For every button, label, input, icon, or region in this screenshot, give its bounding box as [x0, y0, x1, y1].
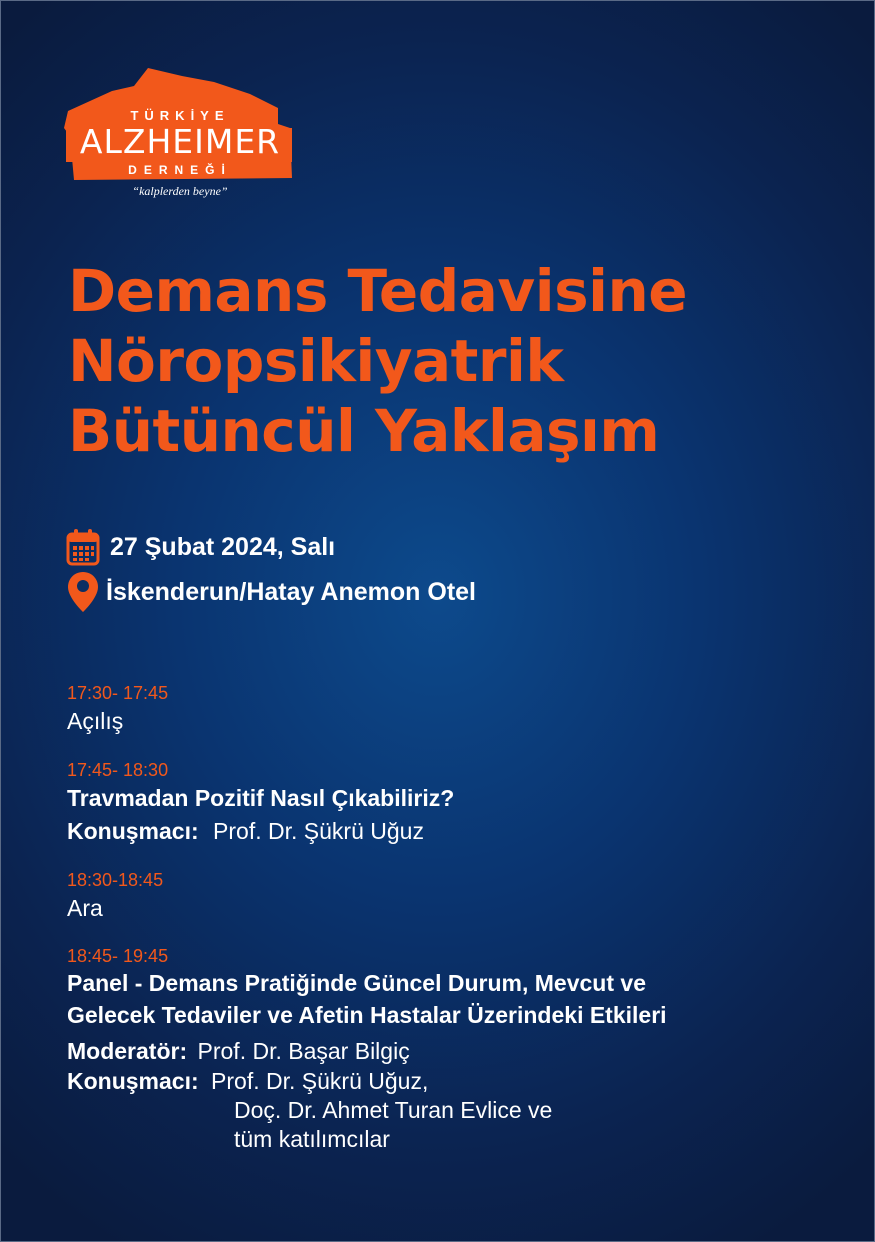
location-pin-icon — [66, 570, 100, 614]
agenda-title: Ara — [67, 895, 103, 921]
event-location-row — [66, 572, 476, 612]
logo-main-text: ALZHEIMER — [79, 122, 281, 161]
agenda-time: 17:45- 18:30 — [67, 760, 169, 780]
panel-title-line: Panel - Demans Pratiğinde Güncel Durum, Mevcut ve — [67, 970, 646, 996]
agenda-speaker-row — [67, 818, 424, 845]
speaker-label: Konuşmacı: — [67, 1068, 199, 1094]
calendar-icon — [66, 528, 100, 566]
speaker-label: Konuşmacı: — [67, 818, 199, 844]
event-date-row — [66, 527, 335, 567]
panel-title-line: Gelecek Tedaviler ve Afetin Hastalar Üzerindeki Etkileri — [67, 1002, 667, 1028]
agenda-time: 18:30-18:45 — [67, 870, 164, 890]
panel-speaker-row — [67, 1068, 428, 1095]
agenda-title: Travmadan Pozitif Nasıl Çıkabiliriz? — [67, 785, 455, 811]
speaker-name: Doç. Dr. Ahmet Turan Evlice ve — [234, 1097, 553, 1123]
logo-top-text: TÜRKİYE — [130, 108, 230, 123]
turkiye-alzheimer-dernegi-logo — [64, 66, 296, 201]
moderator-row — [67, 1038, 410, 1065]
moderator-name: Prof. Dr. Başar Bilgiç — [197, 1038, 410, 1064]
speaker-name: Prof. Dr. Şükrü Uğuz, — [211, 1068, 429, 1094]
agenda-time: 18:45- 19:45 — [67, 946, 169, 966]
event-date: 27 Şubat 2024, Salı — [110, 532, 336, 561]
title-line: Nöropsikiyatrik — [68, 327, 564, 395]
speaker-name: Prof. Dr. Şükrü Uğuz — [213, 818, 424, 844]
logo-slogan: “kalplerden beyne” — [132, 184, 228, 198]
title-line: Bütüncül Yaklaşım — [68, 397, 660, 465]
title-line: Demans Tedavisine — [68, 257, 688, 325]
logo-bottom-text: DERNEĞİ — [128, 163, 232, 177]
speaker-name: tüm katılımcılar — [234, 1126, 390, 1152]
event-title — [68, 256, 687, 466]
event-location: İskenderun/Hatay Anemon Otel — [106, 577, 476, 606]
moderator-label: Moderatör: — [67, 1038, 188, 1064]
agenda-time: 17:30- 17:45 — [67, 683, 169, 703]
agenda-title: Açılış — [67, 708, 124, 734]
